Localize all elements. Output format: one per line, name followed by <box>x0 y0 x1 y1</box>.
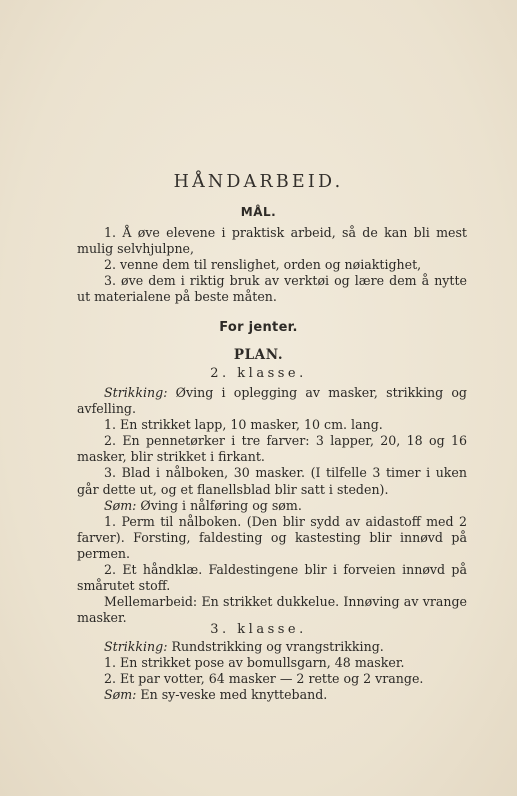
page-title: HÅNDARBEID. <box>173 172 344 192</box>
klasse2-som-item-2: 2. Et håndklæ. Faldestingene blir i forveien innøvd på smårutet stoff. <box>77 562 467 594</box>
klasse2-item-1: 1. En strikket lapp, 10 masker, 10 cm. lang. <box>104 417 383 433</box>
klasse3-heading: 3. klasse. <box>210 622 307 637</box>
plan-heading: PLAN. <box>233 347 284 363</box>
klasse3-som <box>77 687 467 703</box>
klasse2-item-2: 2. En pennetørker i tre farver: 3 lapper, 20, 18 og 16 masker, blir strikket i firkant. <box>77 433 467 465</box>
strikking-text: Rundstrikking og vrangstrikking. <box>167 639 384 654</box>
klasse2-section <box>77 385 467 626</box>
som-text: En sy-veske med knytteband. <box>136 687 328 703</box>
klasse3-strikking <box>77 639 467 655</box>
klasse2-som <box>77 498 467 514</box>
klasse2-mellemarbeid: Mellemarbeid: En strikket dukkelue. Innøving av vrange masker. <box>77 594 467 626</box>
maal-item-1: 1. Å øve elevene i praktisk arbeid, så de kan bli mest mulig selvhjulpne, <box>77 225 467 257</box>
som-label: Søm: <box>104 687 137 703</box>
maal-list <box>77 225 467 305</box>
jenter-heading: For jenter. <box>219 320 298 335</box>
klasse3-item-2: 2. Et par votter, 64 masker — 2 rette og 2 vrange. <box>104 671 424 687</box>
maal-item-3: 3. øve dem i riktig bruk av verktøi og lære dem å nytte ut materialene på beste måten. <box>77 273 467 305</box>
klasse2-som-item-1: 1. Perm til nålboken. (Den blir sydd av aidastoff med 2 farver). Forsting, faldesting og kastesting blir innøvd på permen. <box>77 513 467 561</box>
som-label: Søm: <box>104 497 137 513</box>
maal-item-2: 2. venne dem til renslighet, orden og nøiaktighet, <box>104 257 422 273</box>
strikking-label: Strikking: <box>104 639 168 654</box>
klasse2-item-3: 3. Blad i nålboken, 30 masker. (I tilfelle 3 timer i uken går dette ut, og et flanellsblad blir satt i steden). <box>77 465 467 497</box>
strikking-text: Øving i oplegging av masker, strikking og avfelling. <box>77 385 467 417</box>
strikking-label: Strikking: <box>104 385 168 400</box>
klasse2-heading: 2. klasse. <box>210 366 307 381</box>
maal-heading: MÅL. <box>240 205 277 219</box>
klasse2-strikking <box>77 385 467 417</box>
klasse3-section <box>77 639 467 703</box>
som-text: Øving i nålføring og søm. <box>136 497 302 513</box>
klasse3-item-1: 1. En strikket pose av bomullsgarn, 48 masker. <box>104 655 405 671</box>
